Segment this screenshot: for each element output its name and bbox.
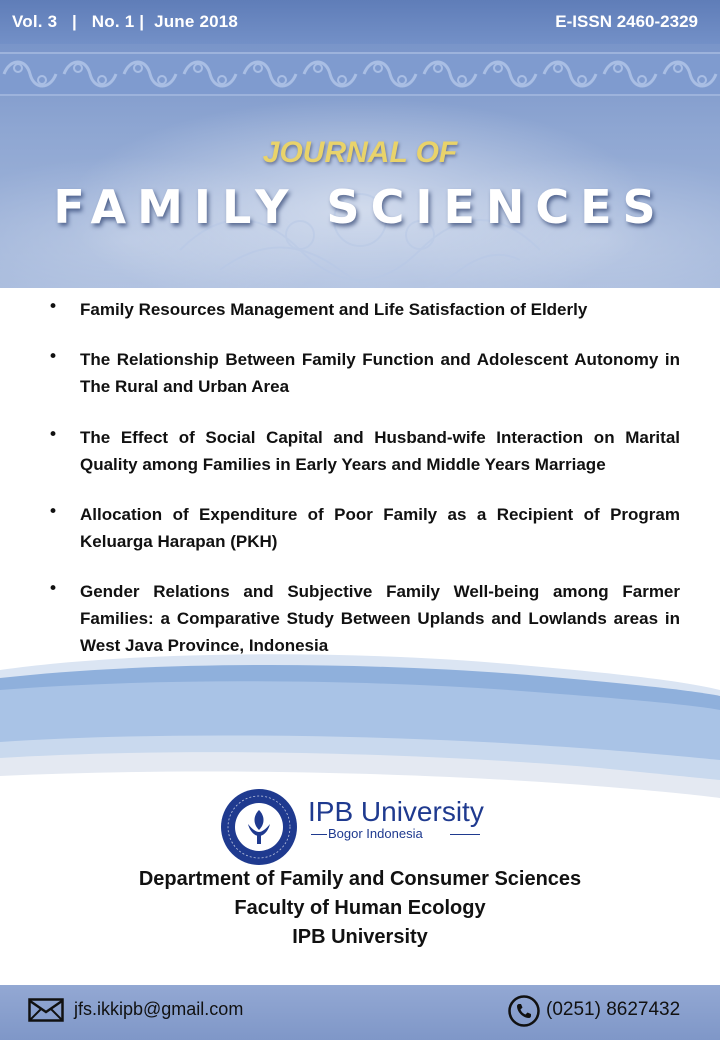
contact-footer <box>0 985 720 1040</box>
eissn: E-ISSN 2460-2329 <box>555 12 698 31</box>
faculty-name: Faculty of Human Ecology <box>234 897 486 919</box>
bullet: • <box>48 502 59 522</box>
article-title: The Effect of Social Capital and Husband-wife Interaction on Marital Quality among Families in Early Years and Middle Years Marriage <box>80 428 680 474</box>
bullet: • <box>48 579 59 599</box>
contact-email[interactable]: jfs.ikkipb@gmail.com <box>74 999 244 1019</box>
phone-icon <box>508 995 540 1027</box>
bullet: • <box>48 347 59 367</box>
divider <box>450 834 480 835</box>
bullet: • <box>48 425 59 445</box>
article-title: Allocation of Expenditure of Poor Family as a Recipient of Program Keluarga Harapan (PKH) <box>80 505 680 551</box>
university-label: IPB University <box>292 926 428 948</box>
article-title: Gender Relations and Subjective Family Well-being among Farmer Families: a Comparative Study Between Uplands and Lowlands areas in West Java Province, Indonesia <box>80 582 680 655</box>
cover-header <box>0 0 720 288</box>
journal-of-label: JOURNAL OF <box>262 136 458 169</box>
divider <box>311 834 327 835</box>
contact-phone[interactable]: (0251) 8627432 <box>546 999 681 1020</box>
envelope-icon <box>28 998 64 1022</box>
article-title: Family Resources Management and Life Satisfaction of Elderly <box>80 300 588 319</box>
article-title: The Relationship Between Family Function and Adolescent Autonomy in The Rural and Urban Area <box>80 350 680 396</box>
wave-decoration <box>0 650 720 800</box>
university-location: Bogor Indonesia <box>328 826 423 841</box>
journal-title: FAMILY SCIENCES <box>53 180 667 234</box>
university-name: IPB University <box>308 796 484 827</box>
department-name: Department of Family and Consumer Sciences <box>138 868 582 890</box>
ornament-band <box>0 52 720 96</box>
volume-issue-date: Vol. 3 | No. 1 | June 2018 <box>12 12 239 31</box>
bullet: • <box>48 297 59 317</box>
ipb-seal-logo <box>220 788 298 866</box>
